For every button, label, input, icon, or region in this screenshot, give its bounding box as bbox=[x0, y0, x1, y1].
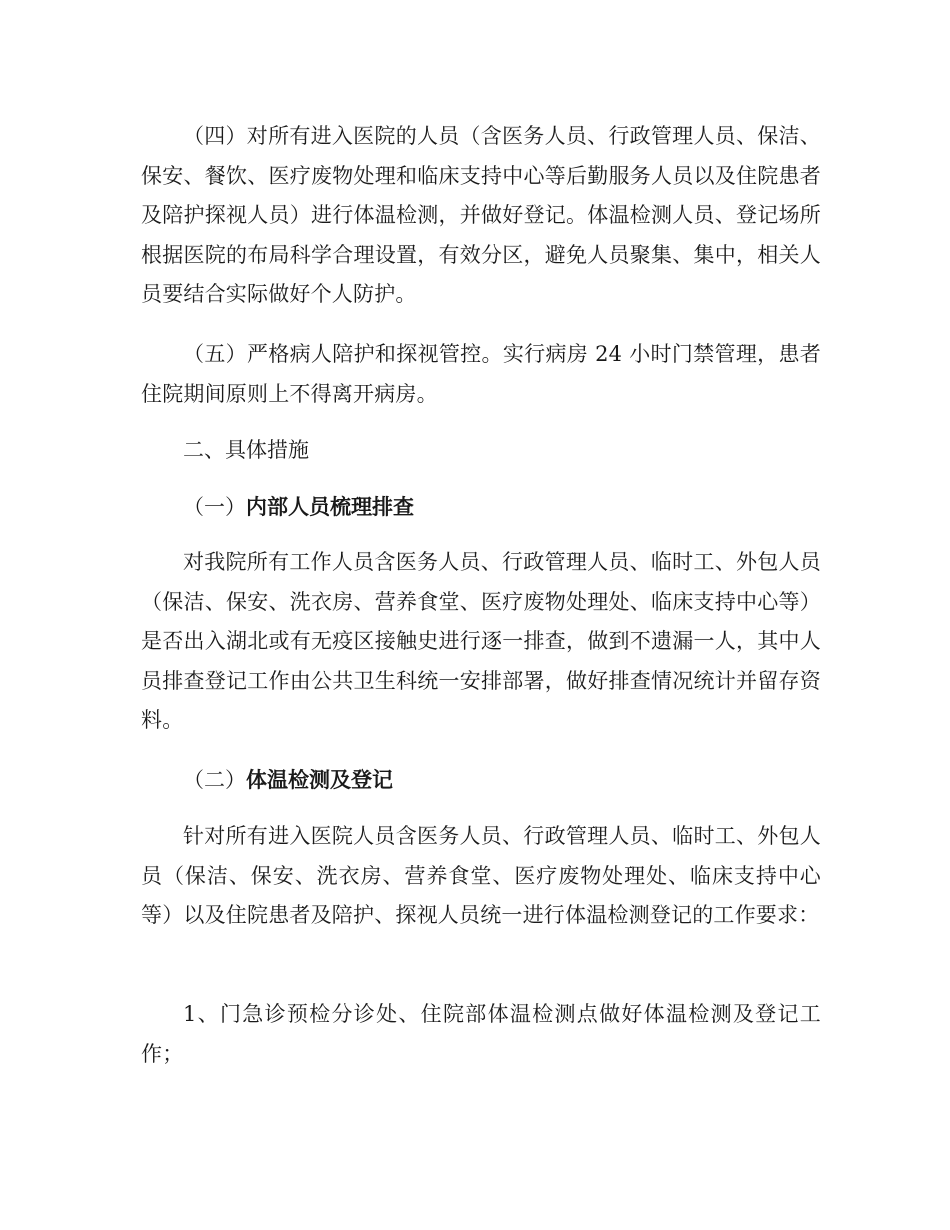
subheading-text: 体温检测及登记 bbox=[246, 768, 393, 792]
subheading-text: 内部人员梳理排查 bbox=[246, 495, 414, 519]
paragraph-staff-screening: 对我院所有工作人员含医务人员、行政管理人员、临时工、外包人员（保洁、保安、洗衣房、营养食堂、医疗废物处理处、临床支持中心等）是否出入湖北或有无疫区接触史进行逐一排查，做到不遗漏一人，其中人员排查登记工作由公共卫生科统一安排部署，做好排查情况统计并留存资料。 bbox=[141, 550, 821, 732]
paragraph-item-1: 1、门急诊预检分诊处、住院部体温检测点做好体温检测及登记工作； bbox=[141, 1002, 821, 1066]
subheading-number: （一） bbox=[183, 495, 246, 519]
paragraph-5-visiting-control: （五）严格病人陪护和探视管控。实行病房 24 小时门禁管理，患者住院期间原则上不得离开病房。 bbox=[141, 342, 821, 406]
section-title-specific-measures: 二、具体措施 bbox=[183, 438, 309, 462]
subheading-internal-staff-screening bbox=[141, 488, 821, 528]
subheading-number: （二） bbox=[183, 768, 246, 792]
paragraph-temperature-requirements: 针对所有进入医院人员含医务人员、行政管理人员、临时工、外包人员（保洁、保安、洗衣房、营养食堂、医疗废物处理处、临床支持中心等）以及住院患者及陪护、探视人员统一进行体温检测登记的工作要求： bbox=[141, 824, 821, 927]
subheading-temperature-check bbox=[141, 761, 821, 801]
paragraph-4-registration: （四）对所有进入医院的人员（含医务人员、行政管理人员、保洁、保安、餐饮、医疗废物处理和临床支持中心等后勤服务人员以及住院患者及陪护探视人员）进行体温检测，并做好登记。体温检测人员、登记场所根据医院的布局科学合理设置，有效分区，避免人员聚集、集中，相关人员要结合实际做好个人防护。 bbox=[141, 124, 821, 306]
